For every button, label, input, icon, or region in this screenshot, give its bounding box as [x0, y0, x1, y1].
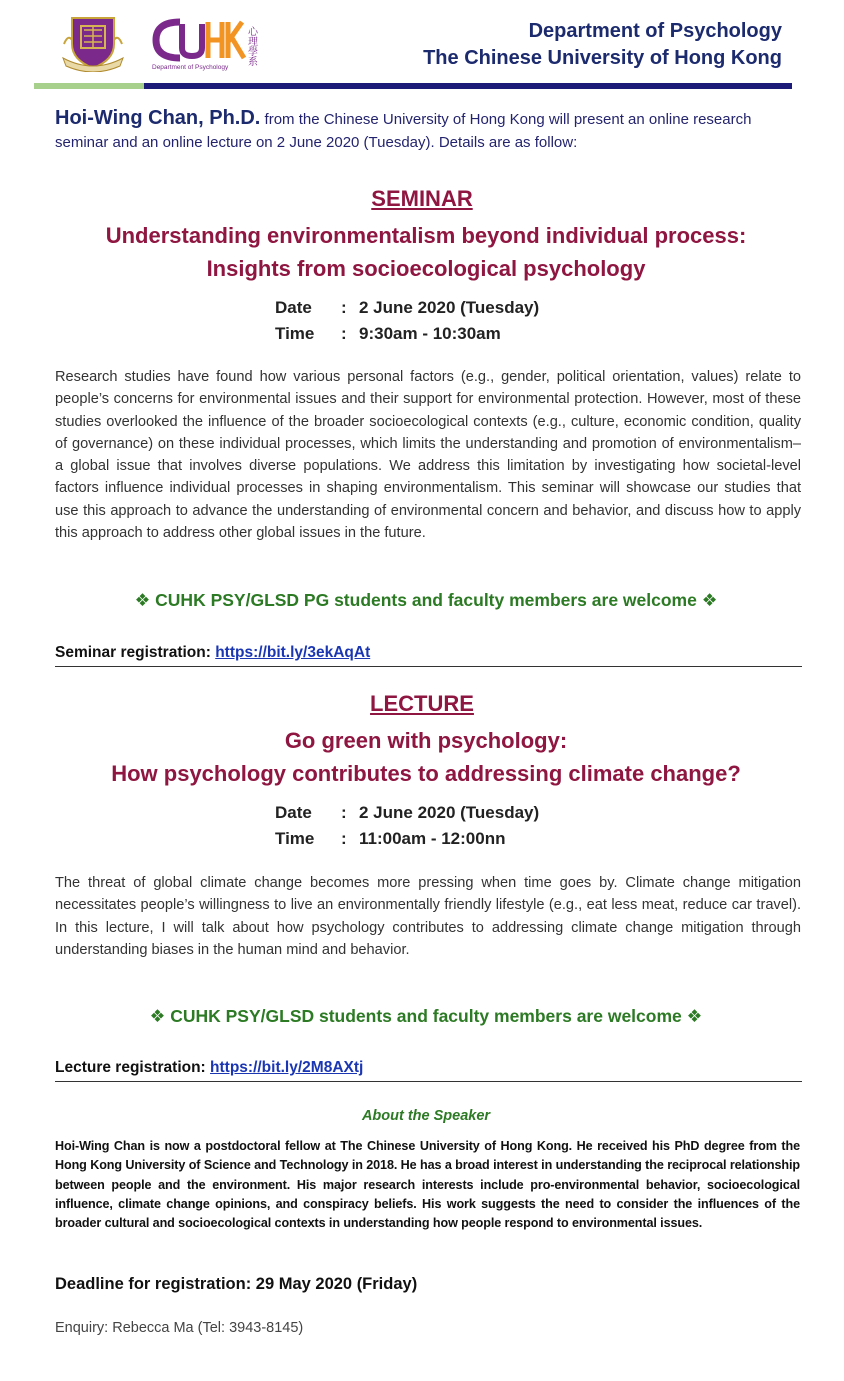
enquiry-contact: Enquiry: Rebecca Ma (Tel: 3943-8145): [55, 1320, 304, 1336]
logo-subtitle-text: Department of Psychology: [152, 64, 229, 71]
university-crest-logo: [60, 14, 126, 72]
header-divider-navy: [144, 83, 792, 89]
lecture-title-line: Go green with psychology:: [284, 728, 568, 753]
seminar-title: [0, 219, 844, 285]
section-divider: [55, 1081, 802, 1082]
department-line: Department of Psychology: [528, 20, 782, 42]
seminar-title-line: Understanding environmentalism beyond individual process:: [105, 223, 747, 248]
lecture-title-line: How psychology contributes to addressing climate change?: [111, 761, 741, 786]
speaker-name: Hoi-Wing Chan, Ph.D.: [55, 107, 261, 129]
time-value: 11:00am - 12:00nn: [359, 829, 506, 848]
about-speaker-heading: About the Speaker: [361, 1108, 491, 1124]
lecture-heading: LECTURE: [370, 691, 474, 716]
header-divider-green: [34, 83, 144, 89]
intro-paragraph: [55, 107, 795, 154]
speaker-bio: Hoi-Wing Chan is now a postdoctoral fellow at The Chinese University of Hong Kong. He received his PhD degree from the Hong Kong University of Science and Technology in 2018. He has a broad interest in understanding the reciprocal relationship between people and the environment. His major research interests include pro-environmental behavior, socioecological influence, climate change opinions, and conspiracy beliefs. His work suggests the need to consider the influences of the broader cultural and socioecological contexts in understanding how people respond to environmental issues.: [55, 1139, 800, 1231]
logo-chinese-text: 心理學系: [245, 26, 257, 66]
lecture-registration: [55, 1059, 363, 1077]
cuhk-department-logo: [150, 14, 260, 72]
time-label: Time: [275, 324, 315, 343]
lecture-datetime: Date : 2 June 2020 (Tuesday) Time : 11:00am - 12:00nn: [275, 800, 539, 852]
time-label: Time: [275, 829, 315, 848]
registration-label: Lecture registration:: [55, 1059, 211, 1076]
seminar-heading: SEMINAR: [371, 186, 473, 211]
seminar-title-line: Insights from socioecological psychology: [206, 256, 646, 281]
registration-deadline: Deadline for registration: 29 May 2020 (Friday): [55, 1275, 418, 1293]
section-divider: [55, 666, 802, 667]
lecture-welcome-note: ❖ CUHK PSY/GLSD students and faculty members are welcome ❖: [149, 1006, 703, 1026]
university-line: The Chinese University of Hong Kong: [423, 47, 782, 69]
seminar-registration-link[interactable]: https://bit.ly/3ekAqAt: [215, 644, 371, 661]
seminar-datetime: Date : 2 June 2020 (Tuesday) Time : 9:30am - 10:30am: [275, 295, 539, 347]
seminar-abstract: Research studies have found how various personal factors (e.g., gender, political orientation, values) relate to people’s concerns for environmental issues and their support for environmental protection. However, most of these studies overlooked the influence of the broader socioecological contexts (e.g., culture, economic condition, quality of governance) on these individual processes, which limits the understanding and promotion of environmentalism– a global issue that involves diverse populations. We address this limitation by investigating how societal-level factors influence individual processes in shaping environmentalism. This seminar will showcase our studies that use this approach to advance the understanding of environmental concern and behavior, and discuss how to apply this approach to address other global issues in the future.: [55, 369, 801, 542]
date-label: Date: [275, 803, 312, 822]
seminar-welcome-note: ❖ CUHK PSY/GLSD PG students and faculty members are welcome ❖: [134, 590, 718, 610]
date-label: Date: [275, 298, 312, 317]
lecture-title: [0, 724, 844, 790]
lecture-registration-link[interactable]: https://bit.ly/2M8AXtj: [210, 1059, 364, 1076]
lecture-abstract: The threat of global climate change becomes more pressing when time goes by. Climate change mitigation necessitates people’s willingness to live an environmentally friendly lifestyle (e.g., eat less meat, reduce car travel). In this lecture, I will talk about how psychology contributes to addressing climate change mitigation through understanding biases in the human mind and behavior.: [55, 875, 801, 958]
registration-label: Seminar registration:: [55, 644, 216, 661]
date-value: 2 June 2020 (Tuesday): [359, 298, 540, 317]
time-value: 9:30am - 10:30am: [359, 324, 501, 343]
department-name: [423, 18, 782, 72]
seminar-registration: [55, 644, 370, 662]
intro-text: from the Chinese University of Hong Kong will present an online research seminar and an online lecture on 2 June 2020 (Tuesday). Details are as follow:: [55, 111, 752, 151]
date-value: 2 June 2020 (Tuesday): [359, 803, 540, 822]
